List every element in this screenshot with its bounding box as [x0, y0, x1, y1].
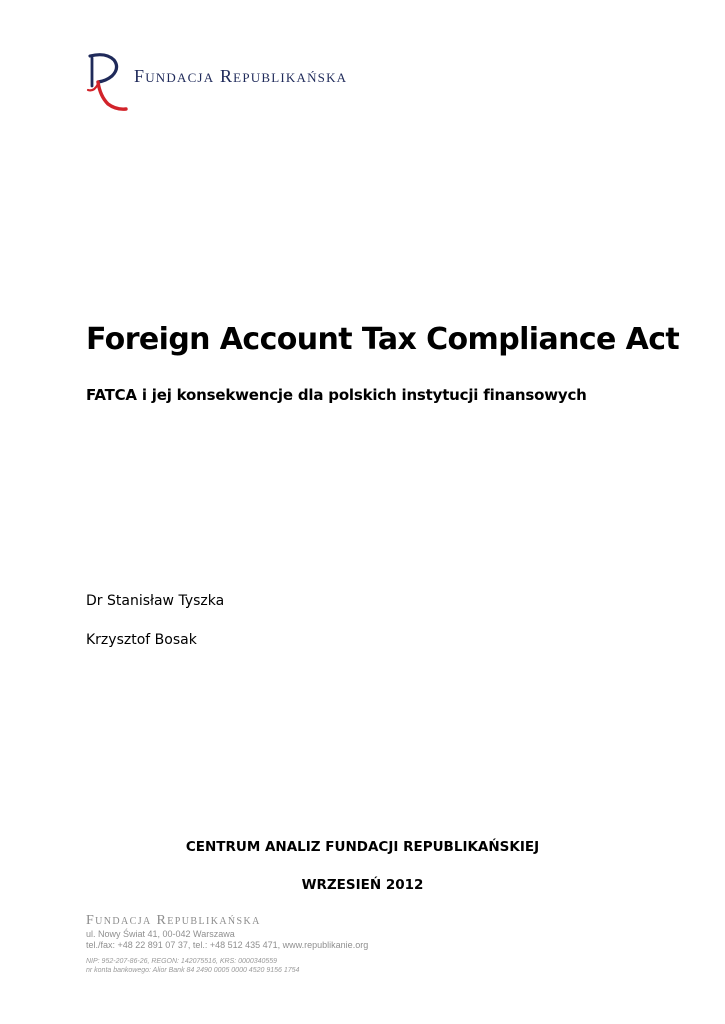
footer: [86, 913, 486, 975]
author-2: Krzysztof Bosak: [86, 632, 197, 648]
author-1: Dr Stanisław Tyszka: [86, 593, 225, 609]
header-logo: [84, 52, 404, 114]
logo-text: Fundacja Republikańska: [134, 66, 348, 86]
document-title: Foreign Account Tax Compliance Act: [86, 322, 680, 357]
footer-bank: nr konta bankowego: Alior Bank 84 2490 0005 0000 4520 9156 1754: [86, 967, 300, 974]
document-subtitle: FATCA i jej konsekwencje dla polskich instytucji finansowych: [86, 386, 587, 404]
footer-registry: NIP: 952-207-86-26, REGON: 142075516, KRS: 0000340559: [86, 958, 278, 965]
footer-contact: tel./fax: +48 22 891 07 37, tel.: +48 512 435 471, www.republikanie.org: [86, 940, 369, 950]
fundacja-r-logo-icon: [84, 52, 128, 112]
footer-address: ul. Nowy Świat 41, 00-042 Warszawa: [86, 929, 235, 939]
center-heading: CENTRUM ANALIZ FUNDACJI REPUBLIKAŃSKIEJ: [185, 839, 540, 855]
footer-org-name: Fundacja Republikańska: [86, 913, 261, 928]
document-date: WRZESIEŃ 2012: [301, 877, 424, 893]
logo-wordmark: [134, 66, 347, 87]
